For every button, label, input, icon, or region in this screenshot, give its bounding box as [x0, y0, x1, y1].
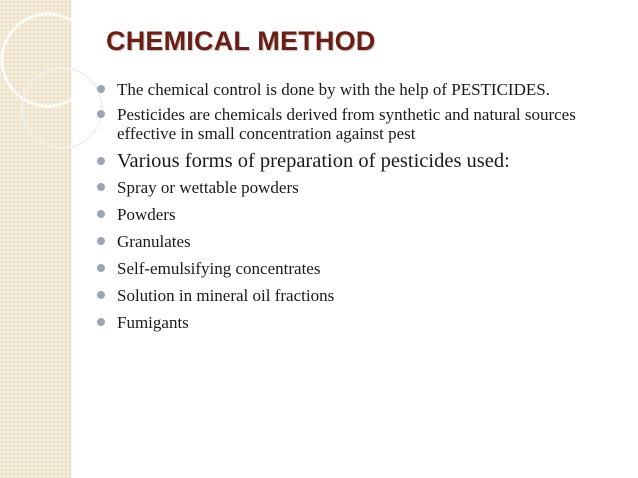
bullet-text: Self-emulsifying concentrates — [117, 259, 321, 278]
bullet-text: Pesticides are chemicals derived from synthetic and natural sources effective in small concentration against pest — [117, 105, 576, 143]
list-item — [95, 105, 595, 143]
list-item — [95, 205, 595, 224]
list-item — [95, 80, 595, 99]
list-item — [95, 178, 595, 197]
list-item — [95, 232, 595, 251]
bullet-text: Fumigants — [117, 313, 189, 332]
bullet-icon — [97, 183, 105, 191]
list-item — [95, 286, 595, 305]
bullet-text: Granulates — [117, 232, 191, 251]
bullet-icon — [97, 85, 105, 93]
list-item — [95, 259, 595, 278]
bullet-icon — [97, 110, 105, 118]
bullet-icon — [97, 318, 105, 326]
bullet-list — [95, 80, 595, 340]
bullet-text: Solution in mineral oil fractions — [117, 286, 335, 305]
bullet-text: Various forms of preparation of pesticides used: — [117, 150, 510, 172]
slide-title: CHEMICAL METHOD — [106, 26, 376, 56]
bullet-icon — [97, 237, 105, 245]
bullet-icon — [97, 157, 105, 165]
bullet-icon — [97, 264, 105, 272]
bullet-icon — [97, 291, 105, 299]
bullet-text: Powders — [117, 205, 176, 224]
bullet-text: The chemical control is done by with the help of PESTICIDES. — [117, 80, 550, 99]
list-item — [95, 313, 595, 332]
list-item — [95, 149, 595, 173]
bullet-icon — [97, 210, 105, 218]
bullet-text: Spray or wettable powders — [117, 178, 299, 197]
